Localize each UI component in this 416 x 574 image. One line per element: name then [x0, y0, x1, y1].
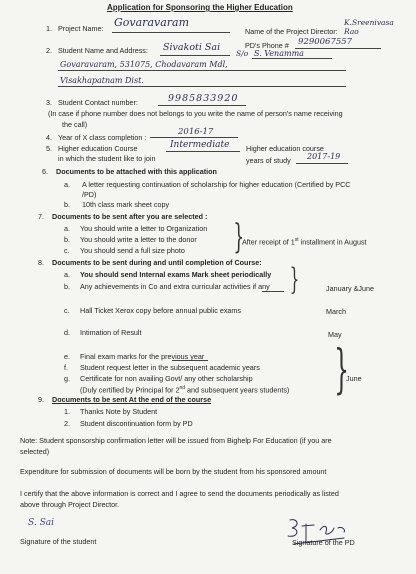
q6-b-number: b. [64, 200, 70, 209]
q7-brace: } [233, 217, 245, 257]
q8-d-number: d. [64, 328, 70, 337]
q8-b-when: January &June [326, 284, 374, 293]
x-class-underline [150, 137, 238, 138]
note-line-2: selected) [20, 447, 50, 456]
contact-note-line-1: (In case if phone number does not belongs to you write the name of person's name receiving [48, 109, 343, 118]
q8-f-text: Student request letter in the subsequent academic years [80, 363, 260, 372]
certify-line-2: above through Project Director. [20, 500, 120, 509]
q8-efg-brace: } [334, 340, 349, 400]
q7-a-number: a. [64, 224, 70, 233]
expenditure-note: Expenditure for submission of documents will be born by the student from his sponsored amount [20, 467, 327, 476]
project-name-underline [112, 32, 230, 33]
note-line-1: Note: Student sponsorship confirmation letter will be issued from Bighelp For Education (if you are [20, 436, 332, 445]
q8-g-text: Certificate for non availing Govt/ any other scholarship [80, 374, 253, 383]
q8-ab-brace: } [289, 262, 300, 297]
q9-item-1-text: Thanks Note by Student [80, 407, 158, 416]
q8-c-when: March [326, 307, 346, 316]
contact-number-underline [158, 105, 246, 106]
q7-timing: After receipt of 1st installment in August [242, 237, 367, 247]
q8-d-when: May [328, 330, 342, 339]
q8-e-underline [172, 360, 208, 361]
q6-title: Documents to be attached with this application [56, 167, 217, 176]
q7-b-text: You should write a letter to the donor [80, 235, 197, 244]
q1-number: 1. [46, 24, 52, 33]
q2-number: 2. [46, 46, 52, 55]
higher-course-label: Higher education Course [58, 144, 138, 153]
q9-item-2-text: Student discontinuation form by PD [80, 419, 193, 428]
q8-c-text: Hall Ticket Xerox copy before annual public exams [80, 306, 242, 315]
q8-e-text: Final exam marks for the previous year [80, 352, 205, 361]
q8-b-text: Any achievements in Co and extra curricular activities if any [80, 282, 270, 291]
q9-title: Documents to be sent At the end of the course [52, 395, 212, 404]
contact-number-value: 9985833920 [168, 93, 239, 104]
higher-course-value: Intermediate [170, 140, 230, 150]
years-of-study-value: 2017-19 [307, 152, 341, 161]
q7-number: 7. [38, 212, 44, 221]
q8-title: Documents to be sent during and until completion of Course: [52, 258, 262, 267]
q6-a-number: a. [64, 180, 70, 189]
project-name-value: Govaravaram [114, 16, 190, 29]
certify-line-1: I certify that the above information is correct and I agree to send the documents periodically as listed [20, 489, 339, 498]
q8-c-number: c. [64, 306, 70, 315]
student-name-value: Sivakoti Sai [163, 42, 221, 53]
pd-phone-underline [295, 48, 381, 49]
project-director-label: Name of the Project Director: [245, 27, 338, 36]
q3-number: 3. [46, 98, 52, 107]
q7-a-text: You should write a letter to Organization [80, 224, 208, 233]
years-of-study-underline [296, 163, 348, 164]
q7-title: Documents to be sent after you are selected : [52, 212, 208, 221]
q4-number: 4. [46, 133, 52, 142]
q7-c-text: You should send a full size photo [80, 246, 185, 255]
student-name-underline [160, 55, 230, 56]
q8-number: 8. [38, 258, 44, 267]
q8-a-text: You should send Internal exams Mark sheet periodically [80, 270, 272, 279]
x-class-label: Year of X class completion : [58, 133, 147, 142]
q9-number: 9. [38, 395, 44, 404]
q8-e-number: e. [64, 352, 70, 361]
address-line-1: Govaravaram, 531075, Chodavaram Mdl, [60, 60, 228, 69]
q7-c-number: c. [64, 246, 70, 255]
student-relation: S/o [236, 49, 249, 58]
pd-signature-label: Signature of the PD [292, 538, 355, 547]
q5-number: 5. [46, 144, 52, 153]
form-title: Application for Sponsoring the Higher Education [107, 3, 293, 12]
q8-a-number: a. [64, 270, 70, 279]
pd-phone-value: 9290067557 [298, 37, 353, 47]
project-name-label: Project Name: [58, 24, 104, 33]
q8-b-number: b. [64, 282, 70, 291]
parent-underline [252, 58, 332, 59]
address-line-2: Visakhapatnam Dist. [60, 76, 144, 85]
q8-f-number: f. [64, 363, 68, 372]
higher-course-label-2: in which the student like to join [58, 154, 156, 163]
q8-d-text: Intimation of Result [80, 328, 142, 337]
q8-b-underline [262, 291, 284, 292]
q6-a-text: A letter requesting continuation of scholarship for higher education (Certified by PCC [82, 180, 351, 189]
q8-g-number: g. [64, 374, 70, 383]
contact-note-line-2: the call) [62, 120, 88, 129]
q9-item-2-number: 2. [64, 419, 70, 428]
contact-number-label: Student Contact number: [58, 98, 138, 107]
pd-phone-label: PD's Phone # [245, 41, 289, 50]
student-parent-name: S. Venamma [254, 49, 304, 58]
student-name-label: Student Name and Address: [58, 46, 148, 55]
address-line-2-underline [58, 86, 346, 87]
years-of-study-label: Higher education course [246, 144, 324, 153]
q7-b-number: b. [64, 235, 70, 244]
q6-b-text: 10th class mark sheet copy [82, 200, 170, 209]
x-class-year-value: 2016-17 [178, 127, 214, 137]
higher-course-underline [166, 151, 240, 152]
q6-number: 6. [42, 167, 48, 176]
q8-g-text-2: (Duly certified by Principal for 2nd and subsequent years students) [80, 385, 290, 395]
project-director-value: K.Sreenivasa Rao [344, 18, 394, 36]
years-of-study-label-2: years of study [246, 156, 291, 165]
address-line-1-underline [58, 70, 346, 71]
q6-a-text-2: /PD) [82, 190, 97, 199]
student-signature-label: Signature of the student [20, 537, 97, 546]
q9-item-1-number: 1. [64, 407, 70, 416]
q8-efg-when: June [346, 374, 362, 383]
student-signature: S. Sai [28, 518, 54, 528]
